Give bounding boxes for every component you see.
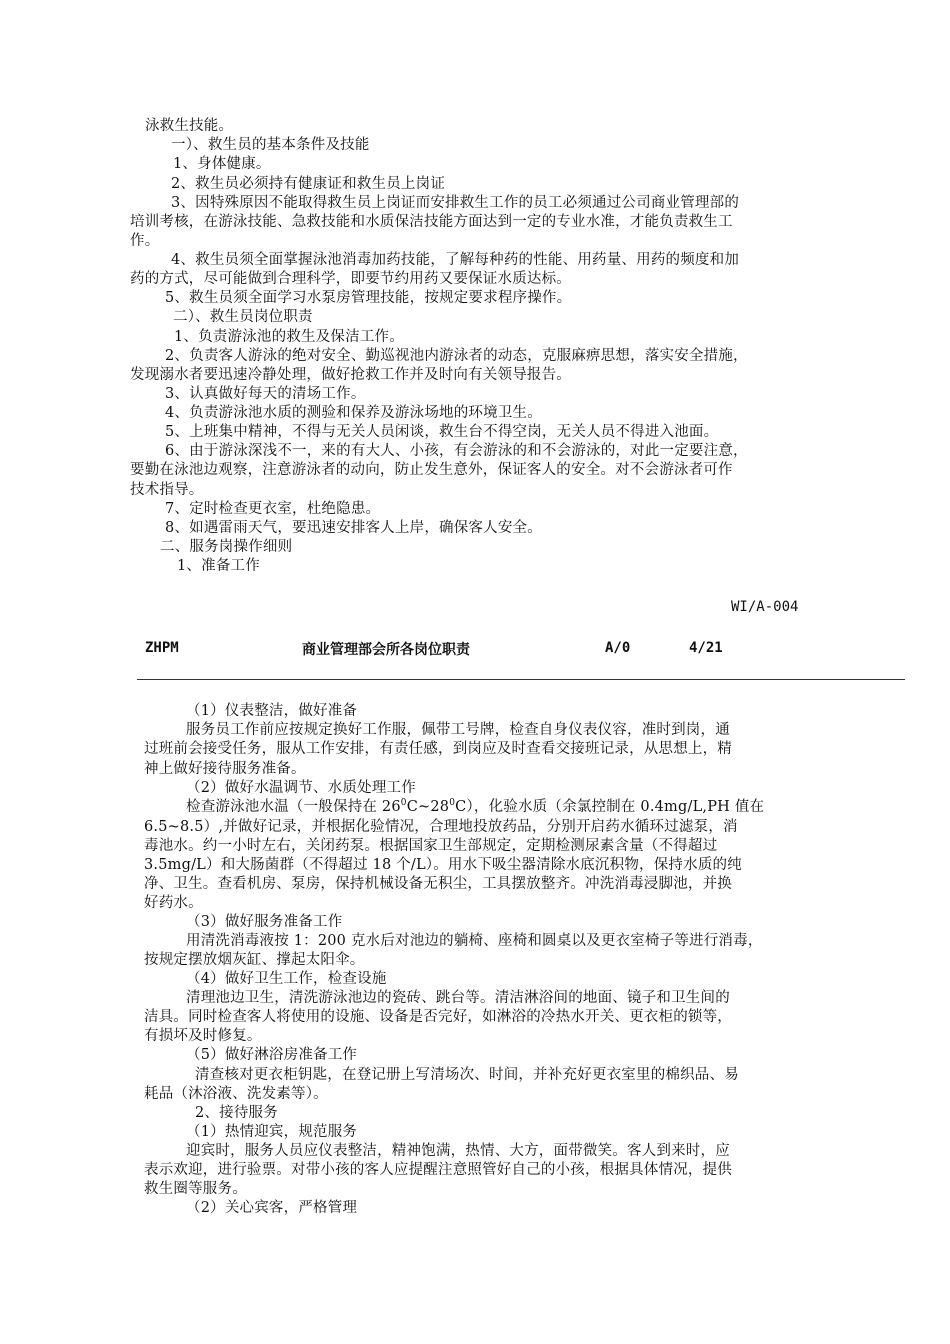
section-heading: （1）仪表整洁，做好准备 — [186, 703, 358, 719]
section-heading: 一）、救生员的基本条件及技能 — [171, 137, 370, 153]
text-line: 6、由于游泳深浅不一，来的有大人、小孩，有会游泳的和不会游泳的，对此一定要注意， — [165, 443, 748, 459]
text-line: 4、救生员须全面掌握泳池消毒加药技能，了解每种药的性能、用药量、用药的频度和加 — [171, 252, 740, 268]
text-line: 表示欢迎，进行验票。对带小孩的客人应提醒注意照管好自己的小孩，根据具体情况，提供 — [144, 1162, 732, 1178]
text-line: 发现溺水者要迅速冷静处理，做好抢救工作并及时向有关领导报告。 — [130, 367, 571, 383]
text-line: 要勤在泳池边观察，注意游泳者的动向，防止发生意外，保证客人的安全。对不会游泳者可作 — [130, 462, 733, 478]
page-number: 4/21 — [689, 640, 723, 656]
section-heading: （5）做好淋浴房准备工作 — [186, 1047, 358, 1063]
text-line: 迎宾时，服务人员应仪表整洁，精神饱满，热情、大方，面带微笑。客人到来时，应 — [186, 1143, 730, 1159]
text-line — [186, 798, 764, 817]
text-line: 按规定摆放烟灰缸、撑起太阳伞。 — [144, 952, 365, 968]
text-line: 5、救生员须全面学习水泵房管理技能，按规定要求程序操作。 — [165, 290, 572, 306]
section-heading: （4）做好卫生工作，检查设施 — [186, 971, 387, 987]
text-line: 洁具。同时检查客人将使用的设施、设备是否完好，如淋浴的冷热水开关、更衣柜的锁等， — [144, 1009, 732, 1025]
text-line: 技术指导。 — [130, 482, 204, 498]
text-line: 清查核对更衣柜钥匙，在登记册上写清场次、时间，并补充好更衣室里的棉织品、易 — [195, 1067, 739, 1083]
text-line: 泳救生技能。 — [145, 118, 234, 134]
text-line: 7、定时检查更衣室，杜绝隐患。 — [165, 501, 381, 517]
text-line: 3、认真做好每天的清场工作。 — [165, 386, 366, 402]
section-heading: （2）关心宾客，严格管理 — [186, 1200, 358, 1216]
text-line: 8、如遇雷雨天气，要迅速安排客人上岸，确保客人安全。 — [165, 520, 542, 536]
doc-code: WI/A-004 — [731, 599, 799, 615]
degree-mark: 0 — [400, 798, 407, 808]
text-line: 1、身体健康。 — [173, 156, 271, 172]
text-segment: 检查游泳池水温（一般保持在 26 — [186, 799, 401, 815]
text-line: 3、因特殊原因不能取得救生员上岗证而安排救生工作的员工必须通过公司商业管理部的 — [171, 195, 740, 211]
text-line: 耗品（沐浴液、洗发素等）。 — [144, 1086, 328, 1102]
section-heading: 二、服务岗操作细则 — [160, 539, 293, 555]
text-line: 有损坏及时修复。 — [144, 1028, 262, 1044]
section-heading: （1）热情迎宾，规范服务 — [186, 1124, 358, 1140]
text-line: 培训考核，在游泳技能、急救技能和水质保洁技能方面达到一定的专业水准，才能负责救生工 — [130, 214, 733, 230]
section-heading: （2）做好水温调节、水质处理工作 — [186, 780, 416, 796]
text-line: 6.5~8.5）,并做好记录，并根据化验情况，合理地投放药品，分别开启药水循环过滤泵，消 — [144, 819, 738, 835]
company-code: ZHPM — [145, 640, 179, 656]
text-line: 2、负责客人游泳的绝对安全、勤巡视池内游泳者的动态，克服麻痹思想，落实安全措施， — [165, 348, 748, 364]
section-heading: （3）做好服务准备工作 — [186, 914, 343, 930]
text-line: 救生圈等服务。 — [144, 1181, 247, 1197]
header-divider — [137, 679, 905, 680]
text-line: 好药水。 — [144, 895, 203, 911]
text-segment: C~28 — [406, 799, 450, 815]
text-line: 服务员工作前应按规定换好工作服，佩带工号牌，检查自身仪表仪容，准时到岗，通 — [186, 722, 730, 738]
text-line: 毒池水。约一小时左右，关闭药泵。根据国家卫生部规定，定期检测尿素含量（不得超过 — [144, 838, 718, 854]
text-line: 1、负责游泳池的救生及保洁工作。 — [174, 329, 404, 345]
text-line: 作。 — [130, 233, 160, 249]
section-heading: 二）、救生员岗位职责 — [173, 309, 313, 325]
text-segment: C），化验水质（余氯控制在 0.4mg/L,PH 值在 — [455, 799, 765, 815]
text-line: 1、准备工作 — [177, 558, 260, 574]
text-line: 2、救生员必须持有健康证和救生员上岗证 — [171, 176, 446, 192]
page-title: 商业管理部会所各岗位职责 — [302, 642, 470, 658]
version: A/0 — [605, 640, 631, 656]
degree-mark: 0 — [449, 798, 456, 808]
text-line: 药的方式，尽可能做到合理科学，即要节约用药又要保证水质达标。 — [130, 271, 571, 287]
text-line: 神上做好接待服务准备。 — [144, 761, 306, 777]
text-line: 过班前会接受任务，服从工作安排，有责任感，到岗应及时查看交接班记录，从思想上，精 — [144, 741, 732, 757]
text-line: 4、负责游泳池水质的测验和保养及游泳场地的环境卫生。 — [165, 405, 542, 421]
text-line: 清理池边卫生，清洗游泳池边的瓷砖、跳台等。清洁淋浴间的地面、镜子和卫生间的 — [186, 990, 730, 1006]
text-line: 3.5mg/L）和大肠菌群（不得超过 18 个/L）。用水下吸尘器清除水底沉积物，保持水质的纯 — [144, 857, 742, 873]
text-line: 净、卫生。查看机房、泵房，保持机械设备无积尘，工具摆放整齐。冲洗消毒浸脚池，并换 — [144, 876, 732, 892]
text-line: 5、上班集中精神，不得与无关人员闲谈，救生台不得空岗，无关人员不得进入池面。 — [165, 424, 719, 440]
text-line: 用清洗消毒液按 1：200 克水后对池边的躺椅、座椅和圆桌以及更衣室椅子等进行消毒， — [186, 933, 763, 949]
section-heading: 2、接待服务 — [195, 1105, 278, 1121]
